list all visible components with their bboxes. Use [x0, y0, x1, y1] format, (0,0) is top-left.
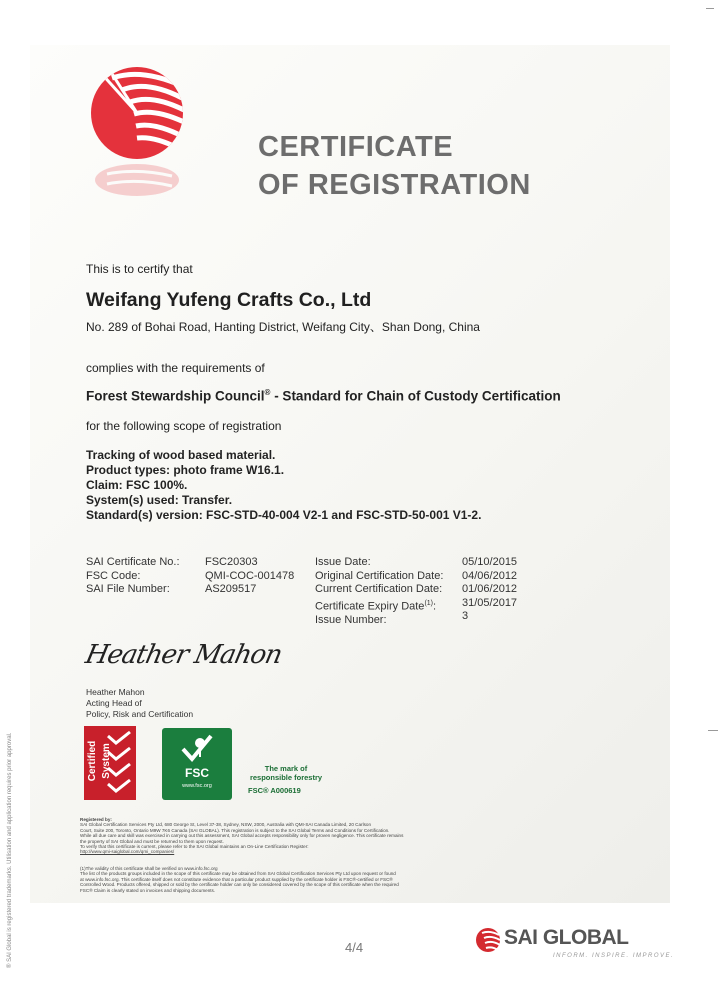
detail-value: AS209517: [205, 583, 257, 595]
scope-item: Claim: FSC 100%.: [86, 478, 188, 492]
detail-label: SAI File Number:: [86, 583, 170, 595]
certificate-title: [258, 128, 531, 204]
detail-label: Original Certification Date:: [315, 569, 444, 582]
page-number: 4/4: [345, 940, 364, 955]
standard-suffix: - Standard for Chain of Custody Certification: [270, 388, 561, 404]
scope-item: Product types: photo frame W16.1.: [86, 463, 285, 477]
detail-values-right: [462, 556, 517, 624]
detail-value: 31/05/2017: [462, 596, 518, 609]
sai-global-emblem: [82, 58, 192, 208]
title-line-2: OF REGISTRATION: [258, 169, 531, 201]
fsc-logo-url: www.fsc.org: [182, 783, 212, 789]
signatory-block: [86, 687, 193, 720]
trademark-side-note: ® SAI Global is registered trademarks. Utilisation and application requires prior approval.: [7, 732, 13, 968]
sai-global-logo-icon: [474, 926, 502, 954]
brand-tagline: INFORM. INSPIRE. IMPROVE.: [553, 953, 675, 959]
validity-notice: (1)The validity of this certificate shall be verified on www.info.fsc.org The list of the products groups included in the scope of this certificate may be obtained from SAI Global Certification Services Pty Ltd upon request or found at www.info.fsc.org. This certificate itself does not constitute evidence that a particular product supplied by the certificate holder is FSC®-certified or FSC® Controlled Wood. Products offered, shipped or sold by the certificate holder can only be considered covered by the scope of this certificate when the required FSC® Claim is clearly stated on invoices and shipping documents.: [80, 866, 399, 893]
detail-value: 04/06/2012: [462, 569, 518, 582]
certified-system-label: Certified System: [87, 740, 112, 782]
fsc-logo-text: FSC: [185, 766, 209, 780]
detail-label: Issue Number:: [315, 613, 387, 626]
fsc-tree-check-icon: [180, 733, 214, 765]
detail-labels-left: [86, 556, 180, 597]
scope-item: System(s) used: Transfer.: [86, 493, 233, 507]
expiry-footnote: (1): [424, 599, 433, 607]
detail-label: SAI Certificate No.:: [86, 556, 180, 568]
certify-intro: This is to certify that: [86, 262, 193, 276]
fsc-logo: [162, 728, 232, 800]
detail-label-expiry: Certificate Expiry Date$^{(1)}$:: [315, 599, 437, 613]
detail-labels-right: [315, 556, 443, 627]
scan-edge-mark: [708, 730, 718, 731]
standard-name: Forest Stewardship Council: [86, 388, 265, 404]
signatory-department: Policy, Risk and Certification: [86, 709, 194, 719]
scan-edge-mark: [706, 8, 714, 9]
registered-by-notice: Registered by: SAI Global Certification Services Pty Ltd, 680 George St, Level 37-38, Sydney, NSW, 2000, Australia with QMI-SAI Canada Limited, 20 Carlson Court, Suite 200, Toronto, Ontario M9W 7K6 Canada (SAI GLOBAL). This registration is subject to the SAI Global Terms and Conditions for Certification. While all due care and skill was exercised in carrying out this assessment, SAI Global accepts responsibility only for proven negligence. This certificate remains the property of SAI Global and must be returned to them upon request. To verify that this certificate is current, please refer to the SAI Global maintains an On-Line Certification Register: http://www.qmi-saiglobal.com/qmi_companies/: [80, 817, 472, 855]
detail-label: Current Certification Date:: [315, 583, 443, 595]
signatory-role: Acting Head of: [86, 698, 142, 708]
sai-global-wordmark: SAI GLOBAL: [504, 926, 629, 949]
detail-value: 05/10/2015: [462, 556, 518, 568]
detail-value: QMI-COC-001478: [205, 569, 295, 582]
company-address: No. 289 of Bohai Road, Hanting District, Weifang City、Shan Dong, China: [86, 320, 480, 334]
detail-label: Issue Date:: [315, 556, 371, 568]
detail-label: FSC Code:: [86, 569, 141, 582]
fsc-license-code: FSC® A000619: [248, 786, 301, 795]
certified-system-badge: [84, 726, 136, 800]
company-name: Weifang Yufeng Crafts Co., Ltd: [86, 289, 372, 311]
scope-item: Tracking of wood based material.: [86, 448, 276, 462]
standard-line: [86, 388, 561, 404]
detail-value: FSC20303: [205, 556, 258, 568]
detail-value: 01/06/2012: [462, 583, 518, 595]
scope-list: [86, 448, 481, 523]
signatory-name: Heather Mahon: [86, 687, 145, 697]
scope-item: Standard(s) version: FSC-STD-40-004 V2-1 and FSC-STD-50-001 V1-2.: [86, 508, 482, 522]
fsc-mark-caption: The mark of responsible forestry: [249, 764, 323, 782]
register-link[interactable]: http://www.qmi-saiglobal.com/qmi_companies/: [80, 849, 175, 855]
checkmarks-icon: [104, 730, 134, 796]
scope-intro: for the following scope of registration: [86, 419, 282, 433]
detail-value: 3: [462, 610, 469, 622]
title-line-1: CERTIFICATE: [258, 131, 454, 163]
registered-mark: ®: [264, 388, 271, 397]
signature: Heather Mahon: [82, 640, 285, 670]
complies-text: complies with the requirements of: [86, 361, 265, 375]
detail-values-left: [205, 556, 294, 597]
